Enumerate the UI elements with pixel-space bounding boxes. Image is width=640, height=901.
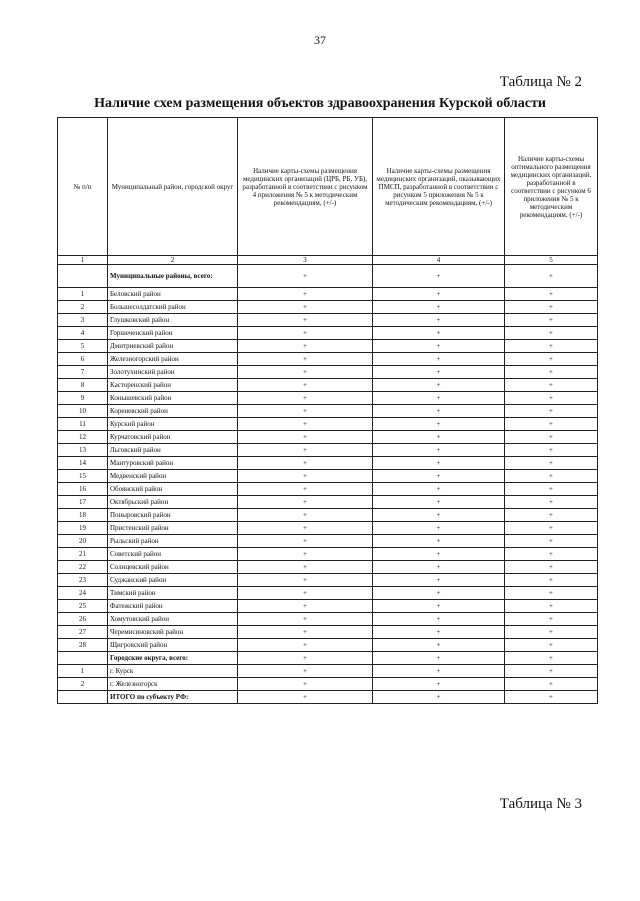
map-optimal-mark: + xyxy=(505,444,598,457)
map-crb-mark: + xyxy=(238,418,373,431)
map-pmsp-mark: + xyxy=(373,509,505,522)
map-crb-mark: + xyxy=(238,405,373,418)
map-optimal-mark: + xyxy=(505,314,598,327)
map-crb-mark: + xyxy=(238,483,373,496)
map-pmsp-mark: + xyxy=(373,496,505,509)
map-optimal-mark: + xyxy=(505,691,598,704)
map-crb-mark: + xyxy=(238,265,373,288)
row-number: 18 xyxy=(58,509,108,522)
map-crb-mark: + xyxy=(238,496,373,509)
district-name: Обоянский район xyxy=(108,483,238,496)
map-pmsp-mark: + xyxy=(373,587,505,600)
table-row xyxy=(58,626,598,639)
table-row xyxy=(58,288,598,301)
map-crb-mark: + xyxy=(238,431,373,444)
district-name: г. Железногорск xyxy=(108,678,238,691)
row-number: 2 xyxy=(58,678,108,691)
map-optimal-mark: + xyxy=(505,665,598,678)
district-name: Щигровский район xyxy=(108,639,238,652)
table-row xyxy=(58,587,598,600)
map-crb-mark: + xyxy=(238,353,373,366)
map-crb-mark: + xyxy=(238,509,373,522)
row-number: 11 xyxy=(58,418,108,431)
district-name: Курский район xyxy=(108,418,238,431)
row-number: 4 xyxy=(58,327,108,340)
row-number xyxy=(58,691,108,704)
map-crb-mark: + xyxy=(238,600,373,613)
row-number: 12 xyxy=(58,431,108,444)
row-number: 3 xyxy=(58,314,108,327)
column-number: 4 xyxy=(373,256,505,265)
row-number: 24 xyxy=(58,587,108,600)
table-row xyxy=(58,265,598,288)
map-crb-mark: + xyxy=(238,665,373,678)
district-name: Большесолдатский район xyxy=(108,301,238,314)
row-number: 26 xyxy=(58,613,108,626)
map-crb-mark: + xyxy=(238,444,373,457)
map-pmsp-mark: + xyxy=(373,483,505,496)
district-name: Конышевский район xyxy=(108,392,238,405)
table-row xyxy=(58,301,598,314)
district-name: Тимский район xyxy=(108,587,238,600)
map-crb-mark: + xyxy=(238,626,373,639)
table-row xyxy=(58,613,598,626)
row-number xyxy=(58,265,108,288)
column-number: 2 xyxy=(108,256,238,265)
healthcare-schemes-table xyxy=(57,117,598,704)
table-row xyxy=(58,639,598,652)
map-optimal-mark: + xyxy=(505,678,598,691)
map-optimal-mark: + xyxy=(505,418,598,431)
row-number: 16 xyxy=(58,483,108,496)
row-number: 15 xyxy=(58,470,108,483)
table-row xyxy=(58,418,598,431)
district-name: Льговский район xyxy=(108,444,238,457)
district-name: Горшеченский район xyxy=(108,327,238,340)
header-map-crb: Наличие карты-схемы размещения медицинских организаций (ЦРБ, РБ, УБ), разработанной в соответствии с рисунком 4 приложения № 5 к методическим рекомендациям, (+/-) xyxy=(238,118,373,256)
map-crb-mark: + xyxy=(238,587,373,600)
map-pmsp-mark: + xyxy=(373,548,505,561)
map-pmsp-mark: + xyxy=(373,639,505,652)
map-pmsp-mark: + xyxy=(373,379,505,392)
map-pmsp-mark: + xyxy=(373,288,505,301)
table-row xyxy=(58,574,598,587)
row-number: 25 xyxy=(58,600,108,613)
page-number: 37 xyxy=(314,33,326,47)
map-pmsp-mark: + xyxy=(373,574,505,587)
table-row xyxy=(58,431,598,444)
row-number: 2 xyxy=(58,301,108,314)
map-crb-mark: + xyxy=(238,340,373,353)
map-pmsp-mark: + xyxy=(373,652,505,665)
district-name: Мантуровский район xyxy=(108,457,238,470)
map-pmsp-mark: + xyxy=(373,340,505,353)
map-pmsp-mark: + xyxy=(373,327,505,340)
map-optimal-mark: + xyxy=(505,265,598,288)
map-crb-mark: + xyxy=(238,691,373,704)
row-number: 7 xyxy=(58,366,108,379)
map-pmsp-mark: + xyxy=(373,405,505,418)
map-optimal-mark: + xyxy=(505,379,598,392)
table-row xyxy=(58,353,598,366)
district-name: ИТОГО по субъекту РФ: xyxy=(108,691,238,704)
map-pmsp-mark: + xyxy=(373,418,505,431)
row-number: 13 xyxy=(58,444,108,457)
map-pmsp-mark: + xyxy=(373,314,505,327)
map-crb-mark: + xyxy=(238,366,373,379)
map-pmsp-mark: + xyxy=(373,600,505,613)
row-number: 28 xyxy=(58,639,108,652)
map-crb-mark: + xyxy=(238,535,373,548)
map-optimal-mark: + xyxy=(505,405,598,418)
map-crb-mark: + xyxy=(238,639,373,652)
table-row xyxy=(58,444,598,457)
map-crb-mark: + xyxy=(238,457,373,470)
district-name: Городские округа, всего: xyxy=(108,652,238,665)
district-name: Октябрьский район xyxy=(108,496,238,509)
map-optimal-mark: + xyxy=(505,548,598,561)
district-name: Курчатовский район xyxy=(108,431,238,444)
map-optimal-mark: + xyxy=(505,600,598,613)
header-number: № п/п xyxy=(58,118,108,256)
map-optimal-mark: + xyxy=(505,470,598,483)
map-crb-mark: + xyxy=(238,470,373,483)
map-crb-mark: + xyxy=(238,548,373,561)
table-row xyxy=(58,366,598,379)
row-number: 10 xyxy=(58,405,108,418)
map-optimal-mark: + xyxy=(505,457,598,470)
table-row xyxy=(58,522,598,535)
table-row xyxy=(58,392,598,405)
district-name: Медвенский район xyxy=(108,470,238,483)
row-number: 6 xyxy=(58,353,108,366)
row-number: 22 xyxy=(58,561,108,574)
map-optimal-mark: + xyxy=(505,496,598,509)
map-crb-mark: + xyxy=(238,379,373,392)
map-pmsp-mark: + xyxy=(373,678,505,691)
map-pmsp-mark: + xyxy=(373,522,505,535)
map-crb-mark: + xyxy=(238,522,373,535)
table-header-row xyxy=(58,118,598,256)
district-name: Черемисиновский район xyxy=(108,626,238,639)
row-number: 20 xyxy=(58,535,108,548)
table-row xyxy=(58,600,598,613)
district-name: Советский район xyxy=(108,548,238,561)
district-name: Солнцевский район xyxy=(108,561,238,574)
map-crb-mark: + xyxy=(238,301,373,314)
table-row xyxy=(58,314,598,327)
map-crb-mark: + xyxy=(238,288,373,301)
map-pmsp-mark: + xyxy=(373,366,505,379)
district-name: Пристенский район xyxy=(108,522,238,535)
table-row xyxy=(58,509,598,522)
map-pmsp-mark: + xyxy=(373,431,505,444)
row-number: 5 xyxy=(58,340,108,353)
district-name: Поныровский район xyxy=(108,509,238,522)
map-optimal-mark: + xyxy=(505,392,598,405)
row-number: 1 xyxy=(58,665,108,678)
row-number: 23 xyxy=(58,574,108,587)
district-name: Кореневский район xyxy=(108,405,238,418)
table-row xyxy=(58,678,598,691)
map-optimal-mark: + xyxy=(505,613,598,626)
map-pmsp-mark: + xyxy=(373,301,505,314)
district-name: Золотухинский район xyxy=(108,366,238,379)
table-row xyxy=(58,665,598,678)
map-optimal-mark: + xyxy=(505,340,598,353)
map-pmsp-mark: + xyxy=(373,626,505,639)
district-name: Глушковский район xyxy=(108,314,238,327)
map-optimal-mark: + xyxy=(505,626,598,639)
map-pmsp-mark: + xyxy=(373,691,505,704)
district-name: Касторенский район xyxy=(108,379,238,392)
table-row xyxy=(58,470,598,483)
map-crb-mark: + xyxy=(238,613,373,626)
map-pmsp-mark: + xyxy=(373,535,505,548)
table-row xyxy=(58,327,598,340)
map-pmsp-mark: + xyxy=(373,265,505,288)
row-number: 8 xyxy=(58,379,108,392)
table-row xyxy=(58,561,598,574)
column-numbers-row xyxy=(58,256,598,265)
column-number: 5 xyxy=(505,256,598,265)
map-pmsp-mark: + xyxy=(373,665,505,678)
map-optimal-mark: + xyxy=(505,431,598,444)
table-label: Таблица № 2 xyxy=(499,74,582,90)
next-table-label: Таблица № 3 xyxy=(499,796,582,812)
map-optimal-mark: + xyxy=(505,301,598,314)
map-pmsp-mark: + xyxy=(373,457,505,470)
column-number: 1 xyxy=(58,256,108,265)
column-number: 3 xyxy=(238,256,373,265)
table-row xyxy=(58,379,598,392)
map-pmsp-mark: + xyxy=(373,470,505,483)
map-pmsp-mark: + xyxy=(373,444,505,457)
table-row xyxy=(58,535,598,548)
map-optimal-mark: + xyxy=(505,561,598,574)
map-optimal-mark: + xyxy=(505,288,598,301)
district-name: Беловский район xyxy=(108,288,238,301)
table-row xyxy=(58,340,598,353)
district-name: Рыльский район xyxy=(108,535,238,548)
map-optimal-mark: + xyxy=(505,587,598,600)
row-number: 1 xyxy=(58,288,108,301)
district-name: г. Курск xyxy=(108,665,238,678)
map-optimal-mark: + xyxy=(505,535,598,548)
map-optimal-mark: + xyxy=(505,366,598,379)
row-number: 14 xyxy=(58,457,108,470)
row-number: 19 xyxy=(58,522,108,535)
map-crb-mark: + xyxy=(238,574,373,587)
district-name: Суджанский район xyxy=(108,574,238,587)
map-optimal-mark: + xyxy=(505,652,598,665)
table-row xyxy=(58,691,598,704)
map-crb-mark: + xyxy=(238,561,373,574)
row-number: 17 xyxy=(58,496,108,509)
map-optimal-mark: + xyxy=(505,574,598,587)
header-map-pmsp: Наличие карты-схемы размещения медицинских организаций, оказывающих ПМСП, разработанной в соответствии с рисунком 5 приложения № 5 к методическим рекомендациям, (+/-) xyxy=(373,118,505,256)
map-crb-mark: + xyxy=(238,652,373,665)
row-number: 9 xyxy=(58,392,108,405)
table-row xyxy=(58,496,598,509)
map-crb-mark: + xyxy=(238,327,373,340)
district-name: Дмитриевский район xyxy=(108,340,238,353)
map-crb-mark: + xyxy=(238,314,373,327)
map-optimal-mark: + xyxy=(505,509,598,522)
map-optimal-mark: + xyxy=(505,483,598,496)
district-name: Хомутовский район xyxy=(108,613,238,626)
map-crb-mark: + xyxy=(238,392,373,405)
header-district: Муниципальный район, городской округ xyxy=(108,118,238,256)
map-optimal-mark: + xyxy=(505,639,598,652)
table-row xyxy=(58,652,598,665)
table-row xyxy=(58,483,598,496)
row-number: 27 xyxy=(58,626,108,639)
district-name: Фатежский район xyxy=(108,600,238,613)
table-row xyxy=(58,457,598,470)
map-optimal-mark: + xyxy=(505,353,598,366)
district-name: Железногорский район xyxy=(108,353,238,366)
map-pmsp-mark: + xyxy=(373,561,505,574)
map-optimal-mark: + xyxy=(505,327,598,340)
table-row xyxy=(58,548,598,561)
map-pmsp-mark: + xyxy=(373,392,505,405)
district-name: Муниципальные районы, всего: xyxy=(108,265,238,288)
document-title: Наличие схем размещения объектов здравоохранения Курской области xyxy=(94,96,546,111)
table-row xyxy=(58,405,598,418)
row-number xyxy=(58,652,108,665)
map-optimal-mark: + xyxy=(505,522,598,535)
map-pmsp-mark: + xyxy=(373,613,505,626)
header-map-optimal: Наличие карты-схемы оптимального размещения медицинских организаций, разработанной в соответствии с рисунком 6 приложения № 5 к методическим рекомендациям, (+/-) xyxy=(505,118,598,256)
map-pmsp-mark: + xyxy=(373,353,505,366)
row-number: 21 xyxy=(58,548,108,561)
map-crb-mark: + xyxy=(238,678,373,691)
